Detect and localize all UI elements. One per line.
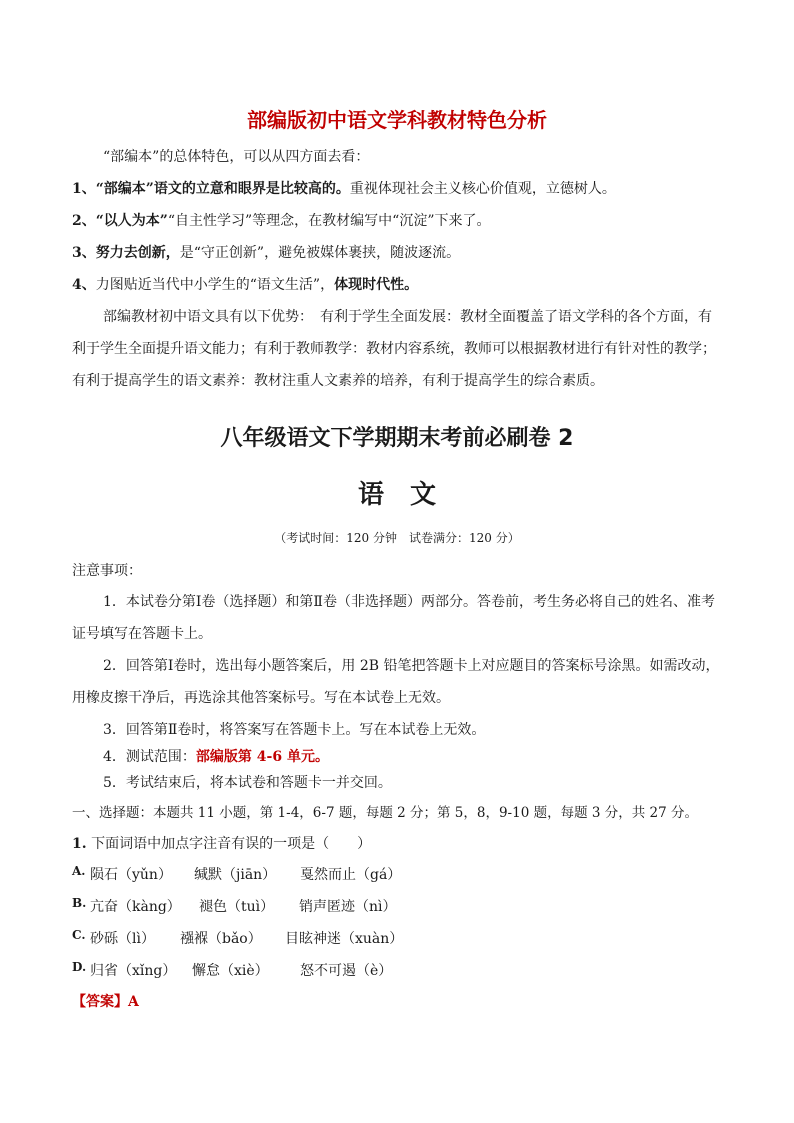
notice-1-line-1: 1．本试卷分第Ⅰ卷（选择题）和第Ⅱ卷（非选择题）两部分。答卷前，考生务必将自己的姓名、准考 [103, 594, 715, 610]
answer-label: 【答案】 [72, 994, 128, 1010]
notice-2-line-1: 2．回答第Ⅰ卷时，选出每小题答案后，用 2B 铅笔把答题卡上对应题目的答案标号涂黑。如需改动， [103, 658, 720, 674]
intro-lead: “部编本”的总体特色，可以从四方面去看： [103, 149, 370, 165]
notice-3: 3．回答第Ⅱ卷时，将答案写在答题卡上。写在本试卷上无效。 [103, 722, 486, 738]
point-rest: 是“守正创新”，避免被媒体裹挟，随波逐流。 [179, 245, 461, 261]
point-bold: 体现时代性。 [334, 277, 419, 293]
point-num: 3、 [72, 245, 96, 261]
point-num: 1、 [72, 181, 96, 197]
intro-point-1 [72, 178, 616, 198]
exam-meta: （考试时间：120 分钟 试卷满分：120 分） [274, 531, 520, 545]
intro-para-line-1: 部编教材初中语文具有以下优势： 有利于学生全面发展：教材全面覆盖了语文学科的各个方面，有 [103, 309, 712, 325]
notice-4 [103, 746, 329, 766]
option-word-1: 陨石（yǔn） [90, 867, 172, 883]
question-text: 下面词语中加点字注音有误的一项是（ ） [91, 836, 372, 852]
exam-title: 八年级语文下学期期末考前必刷卷 2 [220, 426, 574, 451]
option-letter: B. [72, 896, 87, 910]
option-letter: A. [72, 864, 86, 878]
option-word-1: 亢奋（kàng） [90, 899, 181, 915]
intro-point-2 [72, 210, 491, 230]
exam-subject: 语 文 [357, 480, 436, 510]
option-word-2: 懈怠（xiè） [192, 963, 269, 979]
option-word-2: 襁褓（bǎo） [180, 931, 262, 947]
point-bold: 努力去创新， [95, 245, 180, 261]
point-num: 4、 [72, 277, 96, 293]
notice-2-line-2: 用橡皮擦干净后，再选涂其他答案标号。写在本试卷上无效。 [72, 690, 450, 706]
notice-4-value: 部编版第 4-6 单元。 [195, 749, 329, 765]
notice-label: 注意事项： [72, 563, 142, 579]
option-word-3: 目眩神迷（xuàn） [285, 931, 404, 947]
notice-5: 5．考试结束后，将本试卷和答题卡一并交回。 [103, 775, 392, 791]
option-word-2: 缄默（jiān） [194, 867, 277, 883]
point-rest: 重视体现社会主义核心价值观，立德树人。 [349, 181, 616, 197]
intro-para-line-2: 利于学生全面提升语文能力；有利于教师教学：教材内容系统，教师可以根据教材进行有针对性的教学； [72, 341, 716, 357]
intro-point-4 [72, 274, 418, 294]
point-rest: “自主性学习”等理念，在教材编写中“沉淀”下来了。 [167, 213, 491, 229]
option-word-3: 戛然而止（gá） [300, 867, 402, 883]
intro-para-line-3: 有利于提高学生的语文素养：教材注重人文素养的培养，有利于提高学生的综合素质。 [72, 373, 604, 389]
question-1-stem [72, 833, 371, 853]
section-1-heading: 一、选择题：本题共 11 小题，第 1-4，6-7 题，每题 2 分；第 5，8，9-10 题，每题 3 分，共 27 分。 [72, 805, 699, 821]
option-letter: D. [72, 960, 87, 974]
notice-1-line-2: 证号填写在答题卡上。 [72, 626, 212, 642]
question-number: 1. [72, 836, 87, 852]
notice-4-label: 4．测试范围： [103, 749, 196, 765]
option-letter: C. [72, 928, 86, 942]
intro-point-3 [72, 242, 460, 262]
point-bold: “部编本”语文的立意和眼界是比较高的。 [95, 181, 350, 197]
answer-value: A [128, 994, 139, 1010]
point-bold: “以人为本” [95, 213, 168, 229]
intro-title: 部编版初中语文学科教材特色分析 [247, 108, 547, 132]
answer [72, 991, 139, 1011]
option-word-3: 怒不可遏（è） [300, 963, 393, 979]
point-pre: 力图贴近当代中小学生的“语文生活”， [95, 277, 335, 293]
option-word-1: 归省（xǐng） [90, 963, 177, 979]
option-word-1: 砂砾（lì） [90, 931, 155, 947]
option-word-3: 销声匿迹（nì） [299, 899, 397, 915]
point-num: 2、 [72, 213, 96, 229]
option-word-2: 褪色（tuì） [199, 899, 275, 915]
